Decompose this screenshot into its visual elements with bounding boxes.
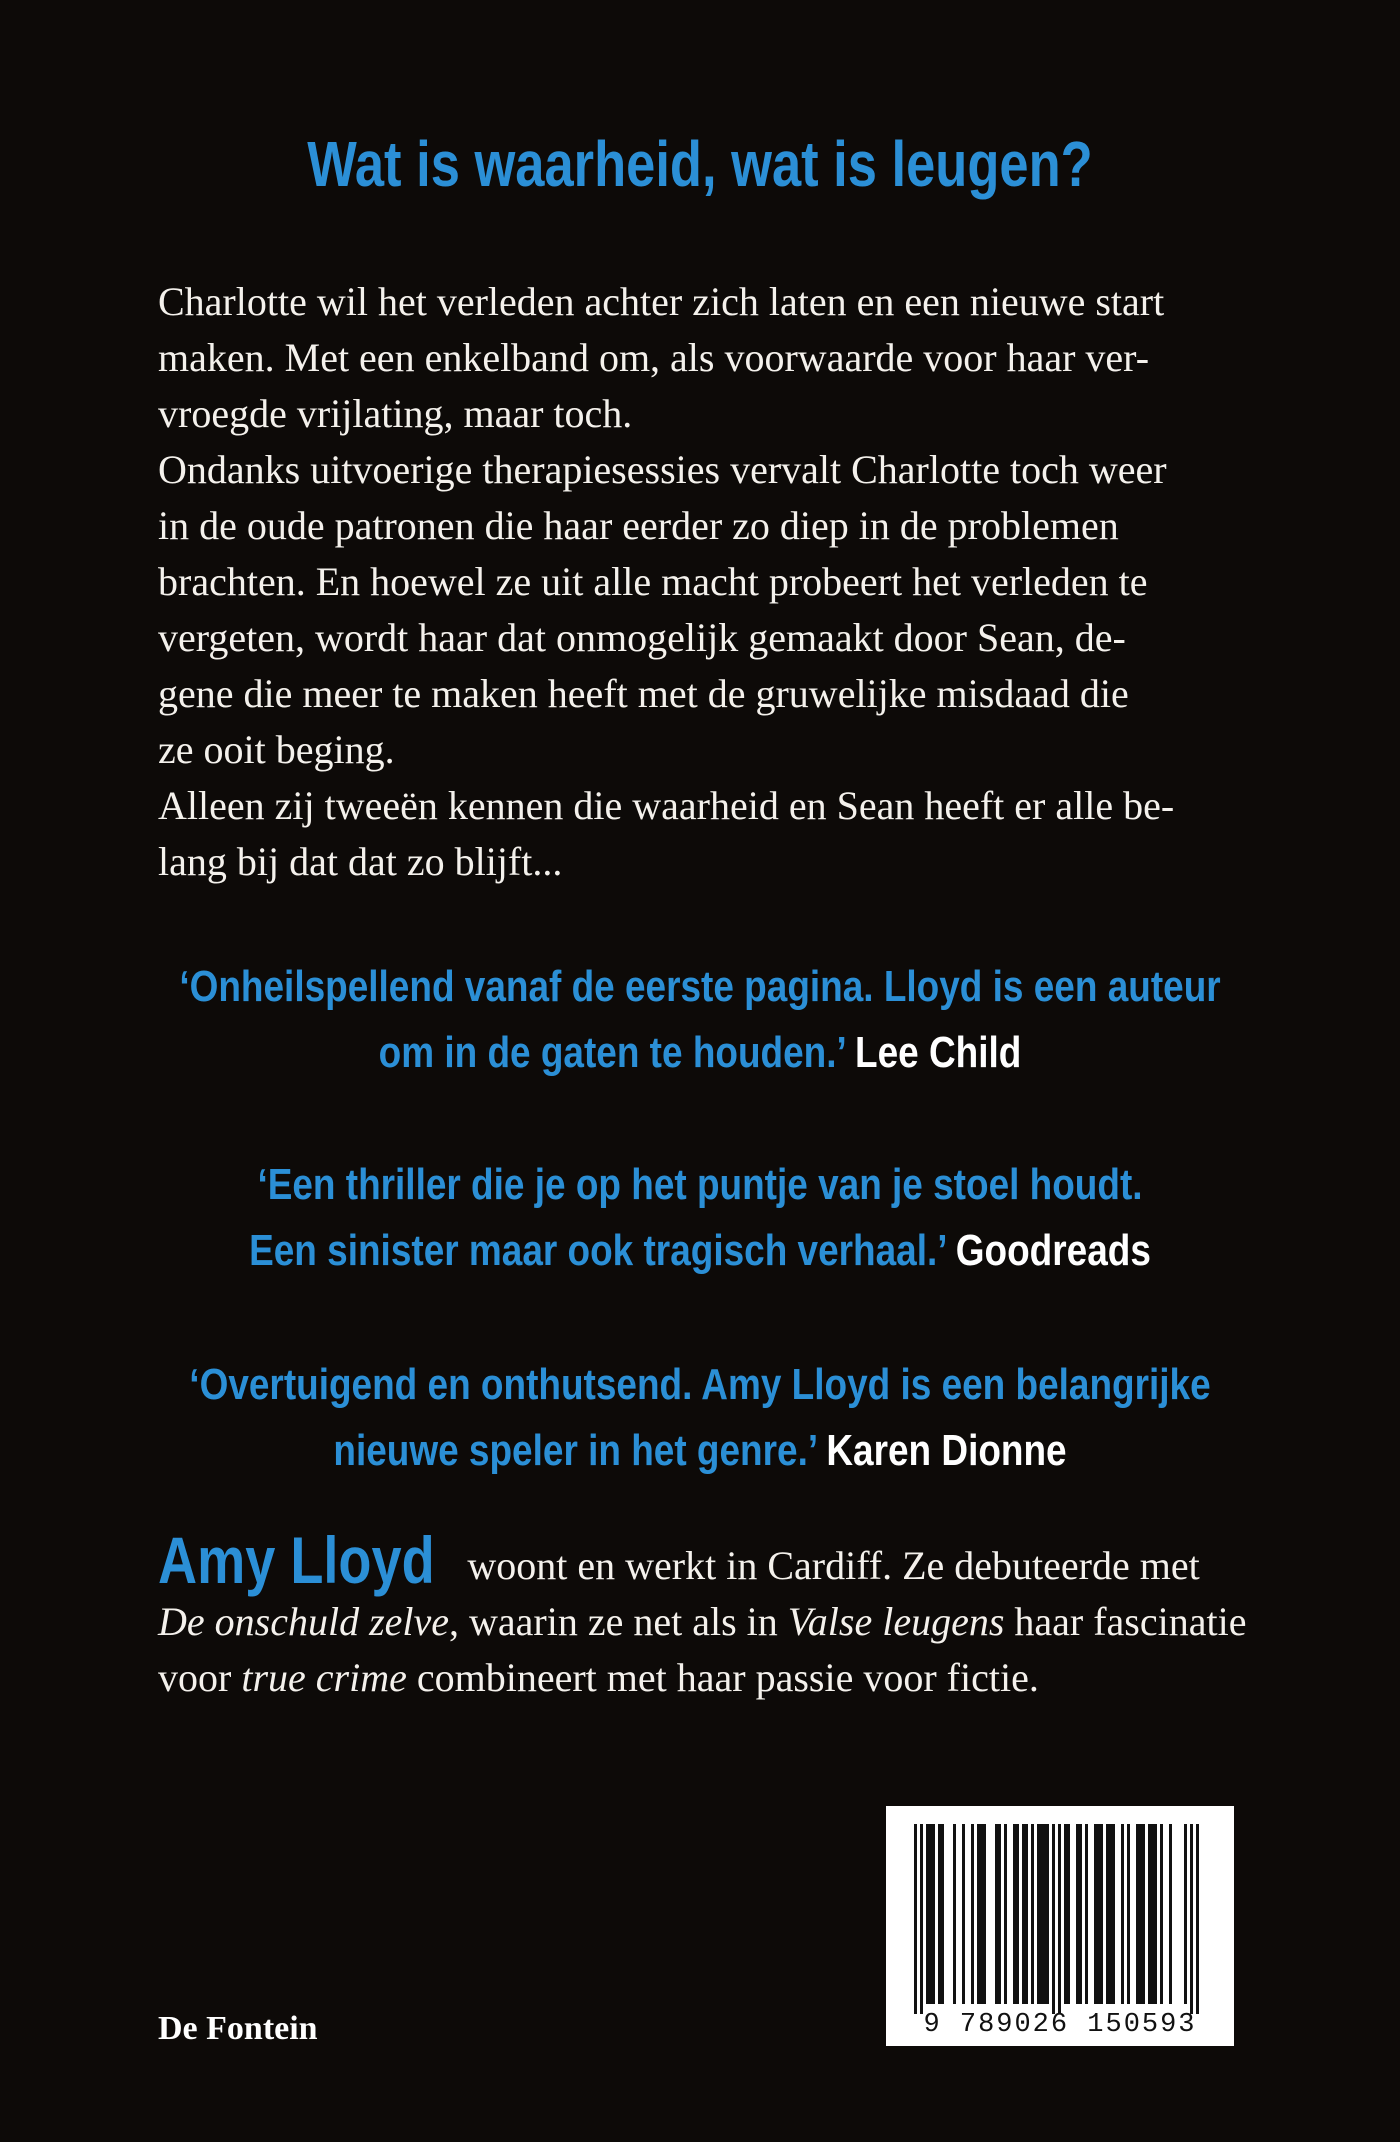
- bio-genre: true crime: [241, 1655, 407, 1700]
- quote-text: Een sinister maar ook tragisch verhaal.’: [249, 1226, 946, 1275]
- barcode-bar: [1085, 1824, 1088, 2004]
- barcode-bar: [941, 1824, 944, 2004]
- barcode-bar: [1097, 1824, 1100, 2004]
- bio-text: woont en werkt in Cardiff. Ze debuteerde met: [457, 1543, 1200, 1588]
- barcode-bar: [926, 1824, 929, 2004]
- blurb-line: gene die meer te maken heeft met de gruwelijke misdaad die: [158, 671, 1129, 716]
- barcode-bar: [1046, 1824, 1049, 2004]
- review-quote-lee-child: [112, 954, 1288, 1086]
- bio-text: combineert met haar passie voor fictie.: [406, 1655, 1039, 1700]
- barcode-bar: [1052, 1824, 1055, 2014]
- barcode-bar: [1022, 1824, 1025, 2004]
- quote-text: nieuwe speler in het genre.’: [333, 1426, 817, 1475]
- barcode-bar: [932, 1824, 935, 2004]
- bio-title-debut: De onschuld zelve: [158, 1599, 450, 1644]
- barcode-bar: [1094, 1824, 1097, 2004]
- barcode-bar: [929, 1824, 932, 2004]
- barcode-bar: [1058, 1824, 1061, 2014]
- quote-text: ‘Overtuigend en onthutsend. Amy Lloyd is een belangrijke: [189, 1360, 1211, 1409]
- barcode-bar: [1100, 1824, 1103, 2004]
- blurb-line: Charlotte wil het verleden achter zich laten en een nieuwe start: [158, 279, 1165, 324]
- barcode-bar: [995, 1824, 998, 2004]
- barcode-bar: [1148, 1824, 1151, 2004]
- review-quote-karen-dionne: [112, 1352, 1288, 1484]
- barcode-bar: [1190, 1824, 1193, 2014]
- barcode-bar: [1184, 1824, 1187, 2004]
- quote-source: Lee Child: [855, 1028, 1022, 1077]
- blurb-line: vroegde vrijlating, maar toch.: [158, 391, 633, 436]
- barcode-bar: [1109, 1824, 1112, 2004]
- blurb-line: Ondanks uitvoerige therapiesessies vervalt Charlotte toch weer: [158, 447, 1167, 492]
- barcode-bar: [1016, 1824, 1019, 2004]
- barcode-bar: [1136, 1824, 1139, 2004]
- blurb-line: vergeten, wordt haar dat onmogelijk gemaakt door Sean, de-: [158, 615, 1126, 660]
- barcode-bar: [1079, 1824, 1082, 2004]
- barcode-bar: [998, 1824, 1001, 2004]
- review-quote-goodreads: [112, 1152, 1288, 1284]
- bio-title-current: Valse leugens: [787, 1599, 1005, 1644]
- barcode-bar: [1142, 1824, 1145, 2004]
- barcode-bar: [1106, 1824, 1109, 2004]
- barcode: [886, 1806, 1234, 2046]
- barcode-bar: [1043, 1824, 1046, 2004]
- barcode-bar: [962, 1824, 965, 2004]
- barcode-bar: [1151, 1824, 1154, 2004]
- barcode-bar: [920, 1824, 923, 2014]
- barcode-bar: [1037, 1824, 1040, 2004]
- barcode-bar: [1139, 1824, 1142, 2004]
- barcode-bar: [1160, 1824, 1163, 2004]
- barcode-bar: [1004, 1824, 1007, 2004]
- barcode-bar: [953, 1824, 956, 2004]
- bio-text: , waarin ze net als in: [449, 1599, 788, 1644]
- barcode-bar: [1067, 1824, 1070, 2004]
- barcode-bar: [977, 1824, 980, 2004]
- barcode-bar: [1154, 1824, 1157, 2004]
- barcode-bar: [1040, 1824, 1043, 2004]
- blurb-line: maken. Met een enkelband om, als voorwaarde voor haar ver-: [158, 335, 1150, 380]
- author-bio: [158, 1523, 1248, 1706]
- quote-text: om in de gaten te houden.’: [378, 1028, 845, 1077]
- bio-text: haar fascinatie voor: [158, 1599, 1247, 1700]
- publisher-logo: De Fontein: [158, 2010, 318, 2047]
- quote-source: Goodreads: [955, 1226, 1151, 1275]
- headline: Wat is waarheid, wat is leugen?: [307, 128, 1093, 200]
- barcode-bar: [1169, 1824, 1172, 2004]
- barcode-bar: [1064, 1824, 1067, 2004]
- barcode-bar: [971, 1824, 974, 2004]
- barcode-bar: [1196, 1824, 1199, 2014]
- barcode-bar: [1121, 1824, 1124, 2004]
- barcode-bar: [1076, 1824, 1079, 2004]
- blurb-line: brachten. En hoewel ze uit alle macht probeert het verleden te: [158, 559, 1148, 604]
- blurb-line: ze ooit beging.: [158, 727, 395, 772]
- quote-text: ‘Een thriller die je op het puntje van je stoel houdt.: [257, 1160, 1143, 1209]
- barcode-bar: [1013, 1824, 1016, 2004]
- barcode-bar: [938, 1824, 941, 2004]
- blurb-line: lang bij dat dat zo blijft...: [158, 839, 563, 884]
- quote-text: ‘Onheilspellend vanaf de eerste pagina. Lloyd is een auteur: [179, 962, 1221, 1011]
- author-name: Amy Lloyd: [158, 1523, 435, 1597]
- barcode-bar: [980, 1824, 983, 2004]
- barcode-bar: [1031, 1824, 1034, 2004]
- barcode-bar: [1112, 1824, 1115, 2004]
- barcode-bar: [983, 1824, 986, 2004]
- barcode-bar: [914, 1824, 917, 2014]
- blurb: [158, 274, 1248, 890]
- quote-source: Karen Dionne: [826, 1426, 1067, 1475]
- blurb-line: in de oude patronen die haar eerder zo diep in de problemen: [158, 503, 1119, 548]
- isbn-number: 9 789026 150593: [923, 2010, 1197, 2040]
- barcode-bar: [1127, 1824, 1130, 2004]
- blurb-line: Alleen zij tweeën kennen die waarheid en Sean heeft er alle be-: [158, 783, 1175, 828]
- barcode-bar: [1025, 1824, 1028, 2004]
